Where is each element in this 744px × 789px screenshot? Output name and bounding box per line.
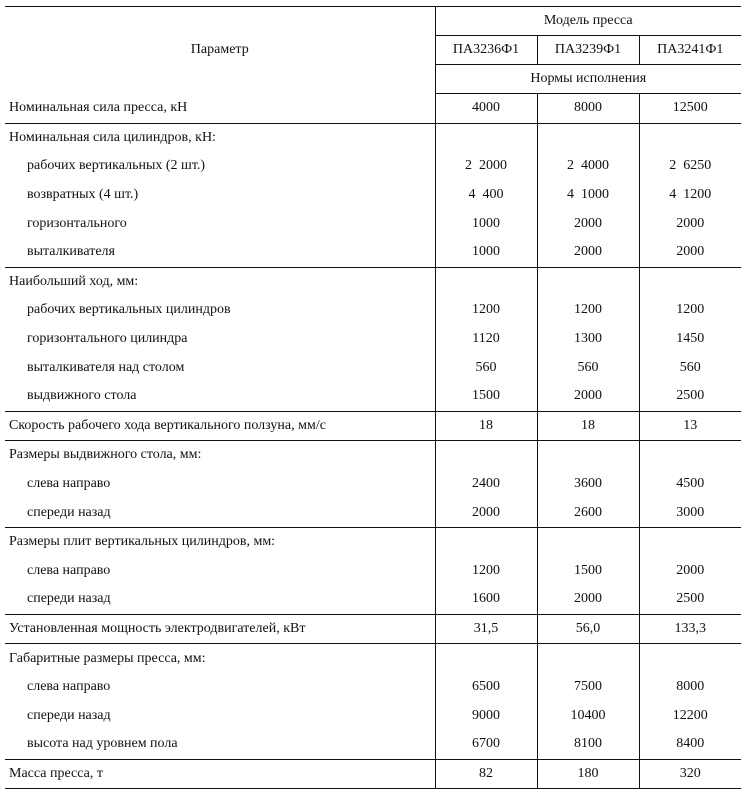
cell-value: 180	[537, 759, 639, 789]
table-row	[5, 527, 741, 556]
table-row	[5, 325, 741, 354]
cell-value: 1500	[537, 557, 639, 586]
cell-value: 2000	[639, 557, 741, 586]
cell-value: 8000	[639, 673, 741, 702]
row-label: Габаритные размеры пресса, мм:	[5, 644, 435, 673]
model-group-header: Модель пресса	[543, 13, 633, 28]
table-row	[5, 382, 741, 411]
table-row	[5, 296, 741, 325]
cell-value: 1000	[435, 209, 537, 238]
cell-value	[537, 527, 639, 556]
model-header: ПА3241Ф1	[639, 36, 741, 65]
cell-value: 1200	[435, 296, 537, 325]
cell-value: 2 6250	[639, 152, 741, 181]
cell-value: 2000	[537, 238, 639, 267]
parameter-header: Параметр	[5, 7, 435, 94]
row-label: слева направо	[27, 562, 111, 578]
cell-value: 10400	[537, 701, 639, 730]
model-header: ПА3236Ф1	[435, 36, 537, 65]
cell-value: 4500	[639, 470, 741, 499]
table-row	[5, 470, 741, 499]
cell-value: 1200	[537, 296, 639, 325]
table-row	[5, 557, 741, 586]
row-label: Скорость рабочего хода вертикального ползуна, мм/с	[5, 411, 435, 441]
cell-value: 1500	[435, 382, 537, 411]
row-label: выдвижного стола	[27, 388, 137, 404]
cell-value	[639, 441, 741, 470]
cell-value: 2 4000	[537, 152, 639, 181]
cell-value: 18	[537, 411, 639, 441]
row-label: рабочих вертикальных цилиндров	[27, 302, 231, 318]
row-label: Установленная мощность электродвигателей, кВт	[5, 614, 435, 644]
cell-value: 13	[639, 411, 741, 441]
row-label: горизонтального	[27, 215, 127, 231]
table-row	[5, 353, 741, 382]
cell-value	[639, 527, 741, 556]
table-row	[5, 267, 741, 296]
cell-value: 6500	[435, 673, 537, 702]
row-label: спереди назад	[27, 591, 111, 607]
cell-value: 4 1200	[639, 181, 741, 210]
cell-value: 2000	[537, 585, 639, 614]
cell-value	[537, 644, 639, 673]
table-row	[5, 759, 741, 789]
cell-value: 1450	[639, 325, 741, 354]
table-row	[5, 441, 741, 470]
table-row	[5, 673, 741, 702]
row-label: спереди назад	[27, 504, 111, 520]
row-label: Размеры выдвижного стола, мм:	[5, 441, 435, 470]
row-label: слева направо	[27, 476, 111, 492]
cell-value: 2600	[537, 498, 639, 527]
table-row	[5, 701, 741, 730]
cell-value: 6700	[435, 730, 537, 759]
cell-value	[435, 267, 537, 296]
cell-value: 2 2000	[435, 152, 537, 181]
cell-value: 56,0	[537, 614, 639, 644]
cell-value: 2000	[537, 209, 639, 238]
table-row	[5, 498, 741, 527]
table-row	[5, 181, 741, 210]
cell-value	[537, 123, 639, 152]
row-label: спереди назад	[27, 707, 111, 723]
model-header: ПА3239Ф1	[537, 36, 639, 65]
table-row	[5, 209, 741, 238]
cell-value	[435, 441, 537, 470]
table-row	[5, 152, 741, 181]
press-specs-table	[5, 6, 741, 789]
cell-value: 2000	[435, 498, 537, 527]
cell-value: 12500	[639, 94, 741, 124]
table-row	[5, 585, 741, 614]
cell-value: 4 400	[435, 181, 537, 210]
cell-value: 133,3	[639, 614, 741, 644]
cell-value: 1200	[639, 296, 741, 325]
row-label: рабочих вертикальных (2 шт.)	[27, 158, 206, 174]
cell-value: 2000	[639, 209, 741, 238]
cell-value: 8000	[537, 94, 639, 124]
cell-value: 1200	[435, 557, 537, 586]
cell-value: 1300	[537, 325, 639, 354]
cell-value: 2000	[639, 238, 741, 267]
cell-value: 82	[435, 759, 537, 789]
cell-value: 2000	[537, 382, 639, 411]
cell-value: 4000	[435, 94, 537, 124]
cell-value	[435, 527, 537, 556]
row-label: горизонтального цилиндра	[27, 331, 188, 347]
table-row	[5, 238, 741, 267]
cell-value: 8400	[639, 730, 741, 759]
row-label: Размеры плит вертикальных цилиндров, мм:	[5, 527, 435, 556]
cell-value: 1000	[435, 238, 537, 267]
cell-value: 320	[639, 759, 741, 789]
table-row	[5, 123, 741, 152]
cell-value: 560	[435, 353, 537, 382]
cell-value	[435, 644, 537, 673]
row-label: Номинальная сила пресса, кН	[9, 100, 188, 116]
table-row	[5, 411, 741, 441]
cell-value: 9000	[435, 701, 537, 730]
cell-value: 2400	[435, 470, 537, 499]
cell-value	[537, 267, 639, 296]
row-label: Масса пресса, т	[5, 759, 435, 789]
row-label: высота над уровнем пола	[27, 736, 178, 752]
cell-value: 7500	[537, 673, 639, 702]
table-row	[5, 614, 741, 644]
row-label: Номинальная сила цилиндров, кН:	[5, 123, 435, 152]
cell-value: 2500	[639, 585, 741, 614]
cell-value: 4 1000	[537, 181, 639, 210]
table-row	[5, 94, 741, 124]
cell-value	[639, 644, 741, 673]
cell-value: 560	[537, 353, 639, 382]
row-label: слева направо	[27, 679, 111, 695]
cell-value: 3000	[639, 498, 741, 527]
cell-value	[537, 441, 639, 470]
cell-value: 8100	[537, 730, 639, 759]
table-row	[5, 644, 741, 673]
cell-value: 18	[435, 411, 537, 441]
cell-value	[435, 123, 537, 152]
cell-value: 560	[639, 353, 741, 382]
row-label: Наибольший ход, мм:	[5, 267, 435, 296]
cell-value: 3600	[537, 470, 639, 499]
cell-value: 1600	[435, 585, 537, 614]
cell-value: 31,5	[435, 614, 537, 644]
cell-value	[639, 123, 741, 152]
row-label: возвратных (4 шт.)	[27, 187, 139, 203]
row-label: выталкивателя	[27, 244, 115, 260]
cell-value: 1120	[435, 325, 537, 354]
cell-value: 2500	[639, 382, 741, 411]
norms-header: Нормы исполнения	[435, 65, 741, 94]
cell-value: 12200	[639, 701, 741, 730]
table-row	[5, 730, 741, 759]
cell-value	[639, 267, 741, 296]
row-label: выталкивателя над столом	[27, 359, 185, 375]
